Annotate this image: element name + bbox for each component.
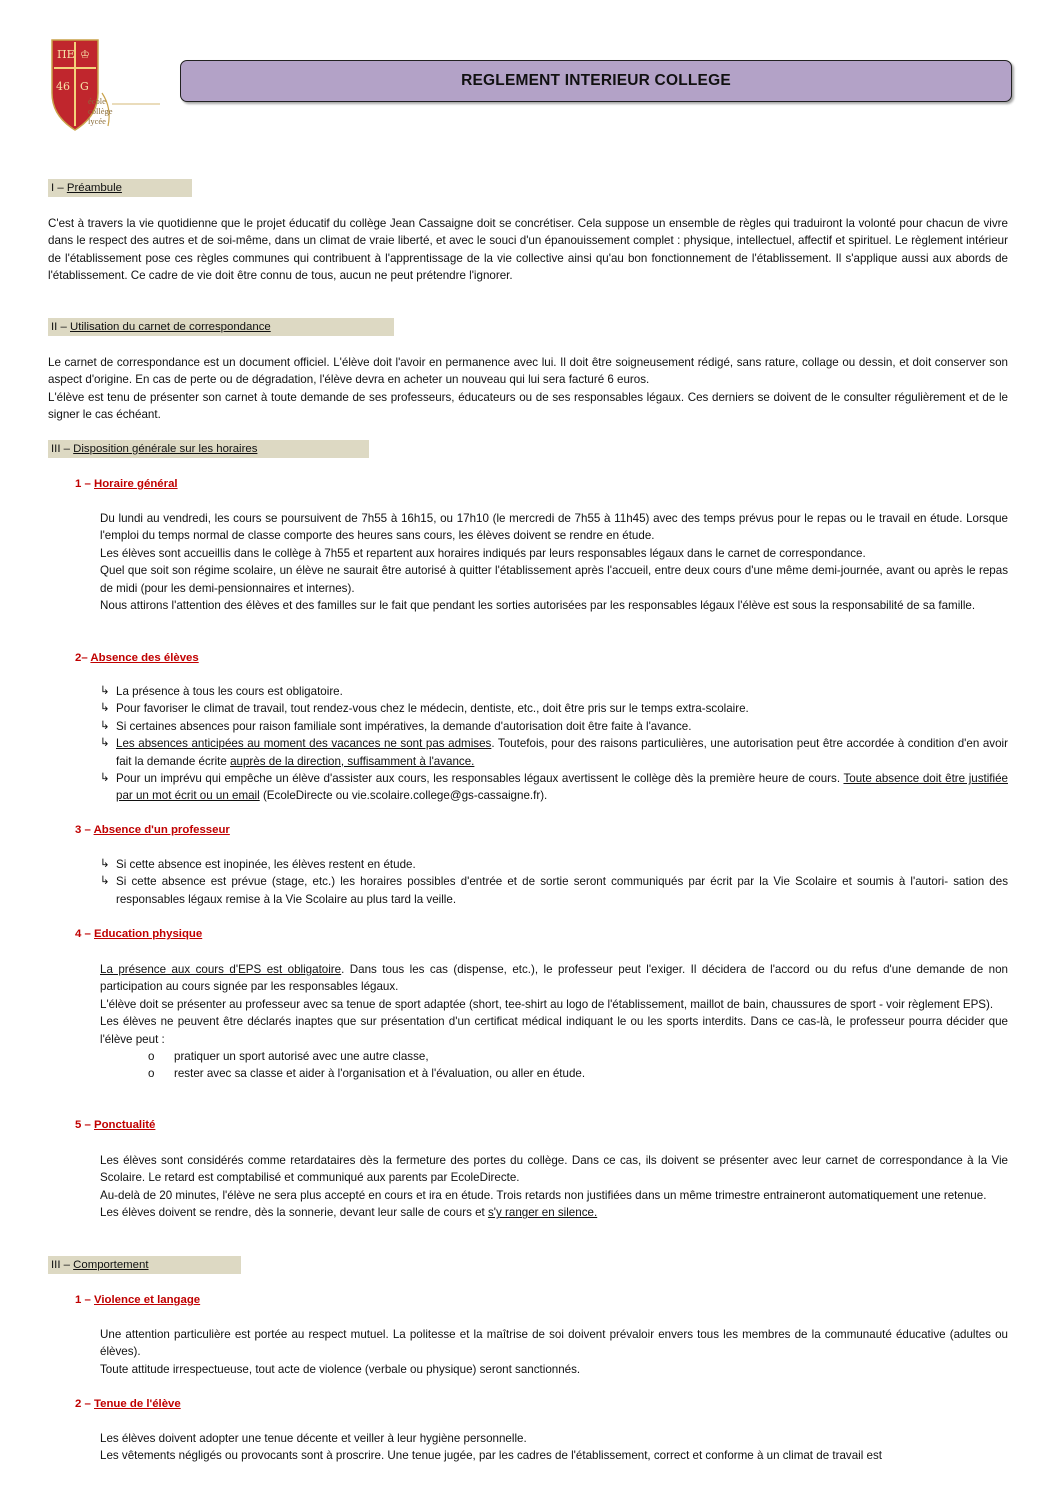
arrow-hook-icon: ↳	[100, 737, 110, 750]
sub-title: Horaire général	[94, 478, 178, 490]
svg-text:G: G	[80, 80, 89, 93]
absence-professeur-list	[100, 856, 1008, 908]
arrow-hook-icon: ↳	[100, 719, 110, 732]
sub-number: 1 –	[75, 1294, 94, 1306]
circle-bullet-icon: o	[148, 1067, 155, 1081]
list-item-text: Si cette absence est inopinée, les élèves restent en étude.	[116, 858, 416, 871]
education-physique-paragraphs	[100, 961, 1008, 1083]
subheading-education-physique	[75, 926, 202, 942]
paragraph: Les élèves doivent adopter une tenue décente et veiller à leur hygiène personnelle.	[100, 1432, 527, 1445]
section-number: III –	[51, 443, 74, 455]
carnet-paragraphs	[48, 354, 1008, 424]
list-item-text: Pour un imprévu qui empêche un élève d'assister aux cours, les responsables légaux avertissent le collège dès la première heure de cours.	[116, 772, 844, 786]
section-number: III –	[51, 1259, 74, 1271]
list-item	[100, 735, 1008, 770]
subheading-ponctualite	[75, 1117, 155, 1133]
sub-title: Ponctualité	[94, 1119, 156, 1131]
sub-title: Tenue de l'élève	[94, 1398, 181, 1410]
arrow-hook-icon: ↳	[100, 702, 110, 715]
horaire-general-paragraphs	[100, 510, 1008, 614]
logo-line-ecole: école	[88, 96, 106, 106]
sub-number: 2 –	[75, 1398, 94, 1410]
section-heading-carnet	[48, 318, 394, 336]
list-item-text: Si certaines absences pour raison familiale sont impératives, la demande d'autorisation doit être faite à l'avance.	[116, 719, 692, 733]
sub-number: 3 –	[75, 824, 94, 836]
section-title: Préambule	[66, 182, 122, 194]
paragraph: Nous attirons l'attention des élèves et des familles sur le fait que pendant les sorties autorisées par les responsables légaux l'élève est sous la responsabilité de sa famille.	[100, 599, 976, 613]
violence-langage-paragraphs	[100, 1326, 1008, 1378]
paragraph-emphasis: La présence aux cours d'EPS est obligatoire	[100, 963, 342, 976]
paragraph: Quel que soit son régime scolaire, un élève ne saurait être autorisé à quitter l'établissement après l'accueil, entre deux cours d'une même demi-journée, avant ou après le repas de midi (pour les demi-pensionnaires et internes).	[100, 564, 1008, 595]
logo-text	[88, 96, 113, 126]
list-item-text-emphasis: Les absences anticipées au moment des vacances ne sont pas admises	[116, 737, 492, 751]
arrow-hook-icon: ↳	[100, 875, 110, 888]
tenue-eleve-paragraphs	[100, 1430, 1008, 1465]
absence-eleves-list	[100, 683, 1008, 805]
section-title: Utilisation du carnet de correspondance	[70, 321, 271, 333]
section-number: II –	[51, 321, 70, 333]
paragraph: Toute attitude irrespectueuse, tout acte de violence (verbale ou physique) seront sanctionnés.	[100, 1362, 581, 1376]
subheading-violence-langage	[75, 1292, 200, 1308]
list-item-text: pratiquer un sport autorisé avec une autre classe,	[174, 1050, 429, 1064]
document-title	[180, 60, 1012, 102]
section-title: Disposition générale sur les horaires	[73, 443, 258, 455]
list-item-text: La présence à tous les cours est obligatoire.	[116, 685, 343, 698]
sub-title: Education physique	[94, 928, 203, 940]
circle-list-item	[100, 1048, 1008, 1065]
paragraph: Les élèves ne peuvent être déclarés inaptes que sur présentation d'un certificat médical indiquant le ou les sports interdits. Dans ce cas-là, le professeur pourra décider que l'élève peut :	[100, 1015, 1008, 1046]
paragraph: Les vêtements négligés ou provocants sont à proscrire. Une tenue jugée, par les cadres de l'établissement, correct et conforme à un climat de travail est	[100, 1449, 882, 1463]
section-title: Comportement	[73, 1259, 149, 1271]
list-item	[100, 873, 1008, 908]
paragraph: Les élèves sont considérés comme retardataires dès la fermeture des portes du collège. Dans ce cas, ils doivent se présenter avec leur carnet de correspondance à la Vie Scolaire. Le retard est comptabilisé et communiqué aux parents par EcoleDirecte.	[100, 1154, 1008, 1185]
preambule-paragraph	[48, 215, 1008, 285]
paragraph: Du lundi au vendredi, les cours se poursuivent de 7h55 à 16h15, ou 17h10 (le mercredi de 7h55 à 11h45) avec des temps prévus pour le repas ou le travail en étude. Lorsque l'emploi du temps normal de classe comporte des heures sans cours, les élèves doivent se rendre en étude.	[100, 512, 1008, 543]
list-item-text: rester avec sa classe et aider à l'organisation et à l'évaluation, ou aller en étude.	[174, 1067, 586, 1081]
paragraph-emphasis: s'y ranger en silence.	[487, 1206, 598, 1220]
arrow-hook-icon: ↳	[100, 858, 110, 870]
list-item	[100, 700, 1008, 717]
sub-number: 4 –	[75, 928, 94, 940]
list-item	[100, 718, 1008, 735]
list-item	[100, 683, 1008, 700]
paragraph: Au-delà de 20 minutes, l'élève ne sera plus accepté en cours et ira en étude. Trois retards non justifiées dans un même trimestre entraineront automatiquement une retenue.	[100, 1188, 987, 1202]
sub-number: 2–	[75, 652, 91, 664]
sub-title: Absence des élèves	[90, 652, 199, 664]
sub-title: Absence d'un professeur	[93, 824, 230, 836]
logo-line-lycee: lycée	[88, 116, 106, 126]
arrow-hook-icon: ↳	[100, 685, 110, 697]
subheading-absence-professeur	[75, 822, 230, 838]
paragraph: Une attention particulière est portée au respect mutuel. La politesse et la maîtrise de soi doivent prévaloir envers tous les membres de la communauté éducative (adultes ou élèves).	[100, 1328, 1008, 1359]
logo-line-college: collège	[88, 106, 113, 116]
svg-text:ПЕ: ПЕ	[57, 48, 75, 61]
list-item	[100, 856, 1008, 873]
list-item-text: Si cette absence est prévue (stage, etc.) les horaires possibles d'entrée et de sortie seront communiqués par écrit par la Vie Scolaire et soumis à l'autori- sation des responsables légaux remise à la Vie Scolaire au plus tard la veille.	[116, 875, 1008, 906]
subheading-horaire-general	[75, 476, 178, 492]
school-logo	[50, 38, 170, 138]
arrow-hook-icon: ↳	[100, 772, 110, 785]
sub-number: 5 –	[75, 1119, 94, 1131]
paragraph	[100, 1204, 1008, 1221]
list-item-text: (EcoleDirecte ou vie.scolaire.college@gs-cassaigne.fr).	[259, 789, 548, 803]
svg-text:♔: ♔	[80, 48, 90, 61]
subheading-tenue-eleve	[75, 1396, 181, 1412]
list-item-text: . Toutefois, pour des raisons particulières, une autorisation peut être accordée à condition d'en avoir fait la demande écrite	[116, 737, 1008, 768]
svg-text:46: 46	[56, 80, 70, 93]
circle-bullet-icon: o	[148, 1050, 155, 1064]
list-item-text-emphasis: auprès de la direction, suffisamment à l'avance.	[230, 754, 475, 768]
list-item-text-emphasis: Toute absence doit être justifiée par un mot écrit ou un email	[116, 772, 1008, 803]
document-title-text: REGLEMENT INTERIEUR COLLEGE	[461, 72, 731, 90]
paragraph: L'élève doit se présenter au professeur avec sa tenue de sport adaptée (short, tee-shirt au logo de l'établissement, maillot de bain, chaussures de sport - voir règlement EPS).	[100, 997, 994, 1011]
paragraph-text: Les élèves doivent se rendre, dès la sonnerie, devant leur salle de cours et	[100, 1206, 488, 1220]
list-item	[100, 770, 1008, 805]
paragraph: Le carnet de correspondance est un document officiel. L'élève doit l'avoir en permanence avec lui. Il doit être soigneusement rédigé, sans rature, collage ou dessin, et doit conserver son aspect d'origine. En cas de perte ou de dégradation, l'élève devra en acheter un nouveau qui lui sera facturé 6 euros.	[48, 356, 1008, 387]
subheading-absence-eleves	[75, 650, 199, 666]
ponctualite-paragraphs	[100, 1152, 1008, 1222]
sub-title: Violence et langage	[94, 1294, 201, 1306]
circle-list-item	[100, 1065, 1008, 1082]
section-number: I –	[51, 182, 67, 194]
paragraph	[100, 961, 1008, 996]
paragraph: C'est à travers la vie quotidienne que le projet éducatif du collège Jean Cassaigne doit se concrétiser. Cela suppose un ensemble de règles qui traduiront la volonté pour chacun de vivre dans le respect des autres et de soi-même, dans un climat de vraie liberté, et avec le souci d'un épanouissement complet : physique, intellectuel, affectif et spirituel. Le règlement intérieur de l'établissement pose ces règles communes qui contribuent à l'apprentissage de la vie collective ainsi qu'au bon fonctionnement de l'établissement. Il s'applique aussi aux abords de l'établissement. Ce cadre de vie doit être connu de tous, aucun ne peut prétendre l'ignorer.	[48, 217, 1008, 283]
paragraph: L'élève est tenu de présenter son carnet à toute demande de ses professeurs, éducateurs ou de ses responsables légaux. Ces derniers se doivent de le consulter régulièrement et de le signer le cas échéant.	[48, 390, 1008, 422]
section-heading-horaires	[48, 440, 369, 458]
paragraph-text: . Dans tous les cas (dispense, etc.), le professeur peut l'exiger. Il décidera de l'accord ou du refus d'une demande de non participation au cours signée par les responsables légaux.	[100, 963, 1008, 994]
paragraph: Les élèves sont accueillis dans le collège à 7h55 et repartent aux horaires indiqués par leurs responsables légaux dans le carnet de correspondance.	[100, 546, 866, 560]
section-heading-comportement	[48, 1256, 241, 1274]
list-item-text: Pour favoriser le climat de travail, tout rendez-vous chez le médecin, dentiste, etc., doit être pris sur le temps extra-scolaire.	[116, 702, 749, 716]
section-heading-preambule	[48, 179, 192, 197]
sub-number: 1 –	[75, 478, 94, 490]
